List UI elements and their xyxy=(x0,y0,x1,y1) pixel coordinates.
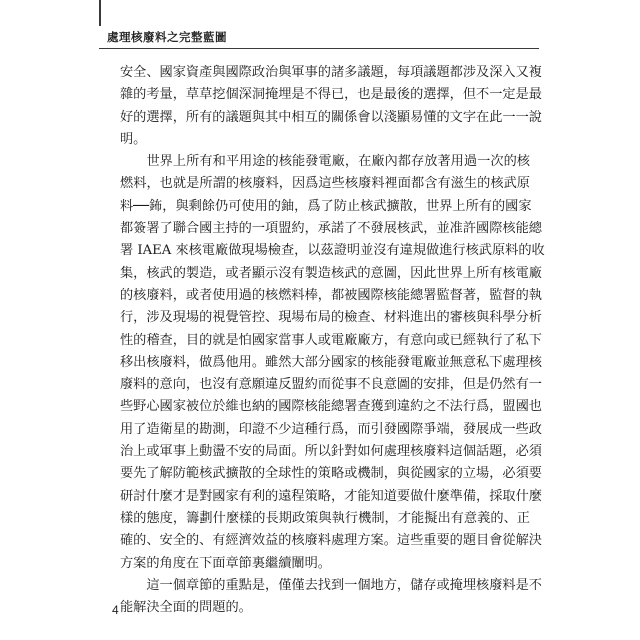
text-line: 料──鈽，與剩餘仍可使用的鈾，爲了防止核武擴散，世界上所有的國家 xyxy=(120,198,532,214)
text-line: 用了造衛星的勘測，印證不少這種行爲，而引發國際爭端，發展成一些政 xyxy=(120,421,542,437)
text-line: 性的稽查，目的就是怕國家當事人或電廠廠方，有意向或已經執行了私下 xyxy=(120,332,542,348)
text-line: 這一個章節的重點是，僅僅去找到一個地方，儲存或掩埋核廢料是不 xyxy=(120,577,542,593)
text-line: 治上或軍事上動盪不安的局面。所以針對如何處理核廢料這個話題，必須 xyxy=(120,444,542,460)
text-line: 好的選擇，所有的議題與其中相互的關係會以淺顯易懂的文字在此一一說 xyxy=(120,109,542,125)
text-line: 移出核廢料，做爲他用。雖然大部分國家的核能發電廠並無意私下處理核 xyxy=(120,354,542,370)
header-vertical-rule xyxy=(99,0,101,26)
text-line: 方案的角度在下面章節裏繼續闡明。 xyxy=(120,555,331,571)
text-line: 要先了解防範核武擴散的全球性的策略或機制，與從國家的立場，必須要 xyxy=(120,466,542,482)
page-number: 4 xyxy=(112,603,119,617)
text-line: 廢料的意向，也沒有意願違反盟約而從事不良意圖的安排，但是仍然有一 xyxy=(120,377,542,393)
text-line: 燃料，也就是所謂的核廢料，因爲這些核廢料裡面都含有滋生的核武原 xyxy=(120,176,530,192)
text-line: 研討什麼才是對國家有利的遠程策略，才能知道要做什麼準備，採取什麼 xyxy=(120,488,542,504)
text-line: 雜的考量，草草挖個深洞掩埋是不得已，也是最後的選擇，但不一定是最 xyxy=(120,87,542,103)
paragraph-3 xyxy=(120,575,542,620)
text-line: 安全、國家資產與國際政治與軍事的諸多議題，每項議題都涉及深入又複 xyxy=(120,65,542,80)
body-text xyxy=(120,62,545,619)
running-title: 處理核廢料之完整藍圖 xyxy=(107,30,227,44)
text-line: 的核廢料，或者使用過的核燃料棒，都被國際核能總署監督著，監督的執 xyxy=(120,287,542,303)
paragraph-1 xyxy=(120,62,542,151)
text-line: 確的、安全的、有經濟效益的核廢料處理方案。這些重要的題目會從解決 xyxy=(120,533,542,549)
text-line: 樣的態度，籌劃什麼樣的長期政策與執行機制，才能擬出有意義的、正 xyxy=(120,510,530,526)
text-line: 明。 xyxy=(120,131,147,147)
text-line: 能解決全面的問題的。 xyxy=(120,600,252,616)
paragraph-2 xyxy=(120,151,545,575)
text-line: 集，核武的製造，或者顯示沒有製造核武的意圖，因此世界上所有核電廠 xyxy=(120,265,542,281)
text-line: 行，涉及現場的視覺管控、現場布局的檢查、材料進出的審核與科學分析 xyxy=(120,310,542,326)
text-line: 都簽署了聯合國主持的一項盟約，承諾了不發展核武，並准許國際核能總 xyxy=(120,221,542,237)
text-line: 署 IAEA 來核電廠做現場檢查，以茲證明並沒有違規做進行核武原料的收 xyxy=(120,243,545,259)
text-line: 些野心國家被位於維也納的國際核能總署查獲到違約之不法行爲，盟國也 xyxy=(120,399,542,415)
text-line: 世界上所有和平用途的核能發電廠，在廠內都存放著用過一次的核 xyxy=(120,154,530,170)
header-horizontal-rule xyxy=(99,48,539,49)
